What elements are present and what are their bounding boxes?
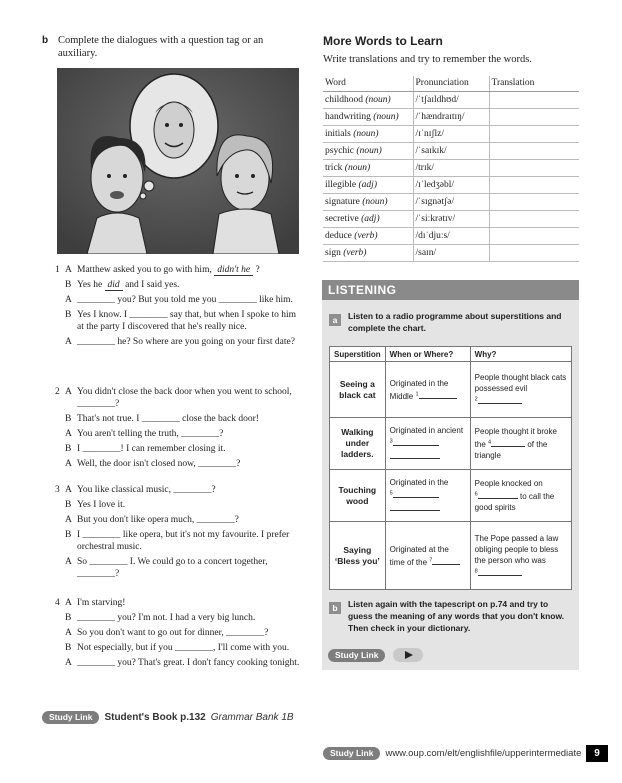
vocab-row [323, 125, 579, 142]
vocab-word [323, 91, 413, 108]
task-letter-a: a [329, 314, 341, 326]
vocab-row [323, 159, 579, 176]
more-words-title: More Words to Learn [323, 34, 443, 48]
blank-number: 5 [389, 490, 393, 497]
dialogue-text: Matthew asked you to go with him, didn't he ? [77, 265, 260, 275]
part-of-speech: (noun) [353, 128, 379, 139]
part-of-speech: (noun) [344, 162, 371, 173]
answer-blank[interactable] [393, 488, 439, 498]
word: illegible [325, 179, 357, 190]
blank-number: 2 [474, 396, 478, 403]
word: trick [325, 162, 343, 173]
cartoon-illustration [57, 68, 299, 254]
pronunciation: /ɪˈledʒəbl/ [413, 176, 489, 193]
vocab-row [323, 142, 579, 159]
speaker: B [65, 500, 72, 510]
vocab-word [323, 210, 413, 227]
vocab-row [323, 108, 579, 125]
vocab-row [323, 176, 579, 193]
play-icon [393, 648, 423, 662]
speaker: A [65, 598, 72, 608]
listening-section [322, 280, 579, 670]
superstition-name: Saying ‘Bless you’ [330, 522, 386, 590]
dialogue-text: Yes he did and I said yes. [77, 280, 180, 290]
dialogue-text: So ________ I. We could go to a concert together, ________? [77, 557, 268, 579]
translation-cell[interactable] [489, 125, 579, 142]
dialogue-number: 1 [55, 265, 60, 275]
speaker: A [65, 459, 72, 469]
dialogue-line [55, 597, 300, 609]
blank-number: 1 [415, 390, 419, 397]
part-of-speech: (adj) [358, 179, 377, 190]
word: secretive [325, 213, 359, 224]
vocab-word [323, 176, 413, 193]
task-b-instruction: Listen again with the tapescript on p.74 and try to guess the meaning of any words that you don't know. Then check in your dictionary. [348, 599, 565, 633]
dialogue-2 [55, 386, 300, 473]
dialogue-text: Not especially, but if you ________, I'll come with you. [77, 643, 290, 653]
pronunciation: /ˈsiːkrətɪv/ [413, 210, 489, 227]
dialogue-text: ________ you? That's great. I don't fancy cooking tonight. [77, 658, 300, 668]
blank-number: 6 [474, 491, 478, 498]
part-of-speech: (verb) [343, 247, 367, 258]
dialogue-text: I ________ like opera, but it's not my favourite. I prefer orchestral music. [77, 530, 290, 552]
exercise-letter: b [42, 35, 49, 46]
study-link-text: Student's Book p.132 [104, 711, 206, 723]
dialogue-line [55, 484, 300, 496]
answer-blank[interactable] [478, 394, 522, 404]
task-a-tag [329, 310, 341, 328]
dialogue-line [55, 612, 300, 624]
why-text: People thought black cats possessed evil [474, 373, 567, 393]
blank-number: 8 [474, 567, 478, 574]
dialogue-line [55, 279, 300, 291]
where-text: Originated at the time of the [389, 544, 449, 567]
dialogue-text: Yes I know. I ________ say that, but when I spoke to him at the party I discovered that he's really nice. [77, 310, 297, 332]
dialogue-line [55, 428, 300, 440]
part-of-speech: (noun) [365, 94, 391, 105]
exercise-b-header [42, 34, 300, 60]
dialogue-text: ________ you? I'm not. I had a very big lunch. [77, 613, 256, 623]
when-where-cell[interactable] [385, 418, 470, 470]
page-number: 9 [586, 745, 608, 762]
pronunciation: /ˈtʃaɪldhʊd/ [413, 91, 489, 108]
speaker: A [65, 387, 72, 397]
speaker: B [65, 414, 72, 424]
dialogue-line [55, 458, 300, 470]
dialogue-text: So you don't want to go out for dinner, ________? [77, 628, 269, 638]
chart-row [330, 362, 572, 418]
answer-blank[interactable] [419, 389, 457, 399]
dialogue-text: I ________! I can remember closing it. [77, 444, 226, 454]
pronunciation: /ˈhændraɪtɪŋ/ [413, 108, 489, 125]
dialogue-line [55, 627, 300, 639]
task-a-instruction: Listen to a radio programme about superstitions and complete the chart. [348, 311, 562, 333]
dialogue-text: I'm starving! [77, 598, 126, 608]
dialogue-text: You like classical music, ________? [77, 485, 216, 495]
dialogue-line [55, 264, 300, 276]
vocab-row [323, 193, 579, 210]
chart-row [330, 470, 572, 522]
study-link-pill[interactable]: Study Link [42, 711, 99, 724]
speaker: B [65, 444, 72, 454]
why-text: People knocked on [474, 479, 543, 488]
superstition-name: Walking under ladders. [330, 418, 386, 470]
vocab-word [323, 193, 413, 210]
where-text: Originated in the Middle [389, 378, 449, 401]
vocab-header-row [323, 76, 579, 91]
speaker: B [65, 310, 72, 320]
word: childhood [325, 94, 363, 105]
dialogue-line [55, 556, 300, 580]
pronunciation: /dɪˈdjuːs/ [413, 227, 489, 244]
play-button[interactable] [393, 648, 423, 662]
speaker: A [65, 337, 72, 347]
answer-blank[interactable] [390, 449, 440, 459]
dialogue-text: ________ he? So where are you going on your first date? [77, 337, 295, 347]
vocab-row [323, 244, 579, 261]
pronunciation: /ˈsɪgnətʃə/ [413, 193, 489, 210]
study-link-pill[interactable]: Study Link [328, 649, 385, 662]
speaker: A [65, 429, 72, 439]
dialogue-text: Yes I love it. [77, 500, 126, 510]
dialogue-line [55, 529, 300, 553]
exercise-b [42, 34, 300, 60]
when-where-cell[interactable] [385, 522, 470, 590]
translation-cell[interactable] [489, 91, 579, 108]
pronunciation: /trɪk/ [413, 159, 489, 176]
dialogue-line [55, 386, 300, 410]
answer-blank[interactable] [390, 501, 440, 511]
translation-cell[interactable] [489, 108, 579, 125]
dialogue-line [55, 657, 300, 669]
why-text: of the triangle [474, 440, 548, 460]
part-of-speech: (noun) [362, 196, 388, 207]
word: initials [325, 128, 351, 139]
speaker: A [65, 628, 72, 638]
task-b-tag [329, 598, 341, 616]
pronunciation: /saɪn/ [413, 244, 489, 261]
col-translation: Translation [489, 76, 579, 91]
part-of-speech: (verb) [354, 230, 378, 241]
dialogue-text: Well, the door isn't closed now, ________? [77, 459, 241, 469]
part-of-speech: (noun) [373, 111, 399, 122]
footer-study-link [323, 746, 581, 761]
col-when-where: When or Where? [385, 347, 470, 362]
study-link-grammar [42, 710, 294, 724]
vocab-word [323, 125, 413, 142]
study-link-audio [328, 648, 423, 662]
dialogue-text: That's not true. I ________ close the back door! [77, 414, 259, 424]
answer-blank[interactable] [478, 489, 518, 499]
exercise-instruction: Complete the dialogues with a question tag or an auxiliary. [58, 35, 264, 59]
blank-number: 3 [389, 438, 393, 445]
answer-blank[interactable] [393, 436, 439, 446]
answer-blank[interactable] [478, 566, 522, 576]
study-link-pill[interactable]: Study Link [323, 747, 380, 760]
speaker: A [65, 557, 72, 567]
superstition-chart [329, 346, 572, 590]
speaker: B [65, 643, 72, 653]
dialogue-text: ________ you? But you told me you ________ like him. [77, 295, 293, 305]
why-text: The Pope passed a law obliging people to bless the person who was [474, 533, 559, 565]
part-of-speech: (noun) [356, 145, 382, 156]
study-link-ref: Grammar Bank 1B [210, 711, 294, 723]
translation-cell[interactable] [489, 142, 579, 159]
vocabulary-table [323, 76, 579, 262]
dialogue-text: But you don't like opera much, ________? [77, 515, 239, 525]
superstition-name: Seeing a black cat [330, 362, 386, 418]
vocab-word [323, 159, 413, 176]
col-word: Word [323, 76, 413, 91]
answer-blank[interactable] [491, 437, 525, 447]
vocab-word [323, 244, 413, 261]
word: handwriting [325, 111, 371, 122]
col-why: Why? [470, 347, 571, 362]
why-text: People thought it broke the [474, 427, 557, 449]
dialogue-line [55, 309, 300, 333]
dialogue-line [55, 443, 300, 455]
dialogue-line [55, 413, 300, 425]
word: deduce [325, 230, 352, 241]
pronunciation: /ɪˈnɪʃlz/ [413, 125, 489, 142]
translation-cell[interactable] [489, 227, 579, 244]
superstition-name: Touching wood [330, 470, 386, 522]
when-where-cell[interactable] [385, 362, 470, 418]
speaker: B [65, 613, 72, 623]
why-cell[interactable] [470, 522, 571, 590]
why-text: to call the good spirits [474, 492, 555, 512]
when-where-cell[interactable] [385, 470, 470, 522]
chart-row [330, 418, 572, 470]
word: sign [325, 247, 341, 258]
answer-blank[interactable] [432, 555, 460, 565]
example-answer: did [105, 280, 123, 291]
translation-cell[interactable] [489, 159, 579, 176]
dialogue-number: 2 [55, 387, 60, 397]
vocab-word [323, 142, 413, 159]
pronunciation: /ˈsaɪkɪk/ [413, 142, 489, 159]
dialogue-line [55, 294, 300, 306]
dialogue-number: 4 [55, 598, 60, 608]
why-cell[interactable] [470, 470, 571, 522]
col-pronunciation: Pronunciation [413, 76, 489, 91]
speaker: A [65, 265, 72, 275]
dialogue-text: You aren't telling the truth, ________? [77, 429, 224, 439]
blank-number: 7 [429, 556, 433, 563]
translation-cell[interactable] [489, 176, 579, 193]
example-answer: didn't he [214, 265, 253, 276]
speaker: B [65, 530, 72, 540]
where-text: Originated in ancient [389, 426, 464, 435]
task-letter-b: b [329, 602, 341, 614]
dialogue-number: 3 [55, 485, 60, 495]
dialogue-4 [55, 597, 300, 672]
vocab-row [323, 91, 579, 108]
dialogue-1 [55, 264, 300, 351]
dialogue-line [55, 514, 300, 526]
dialogue-text: You didn't close the back door when you went to school, ________? [77, 387, 292, 409]
translation-cell[interactable] [489, 193, 579, 210]
chart-row [330, 522, 572, 590]
speaker: A [65, 485, 72, 495]
blank-number: 4 [488, 439, 492, 446]
footer-url[interactable]: www.oup.com/elt/englishfile/upperintermediate [385, 748, 582, 759]
part-of-speech: (adj) [361, 213, 380, 224]
dialogue-line [55, 642, 300, 654]
chart-header-row [330, 347, 572, 362]
translation-cell[interactable] [489, 244, 579, 261]
vocab-row [323, 227, 579, 244]
vocab-word [323, 108, 413, 125]
where-text: Originated in the [389, 478, 449, 487]
vocab-row [323, 210, 579, 227]
word: psychic [325, 145, 355, 156]
translation-cell[interactable] [489, 210, 579, 227]
dialogue-3 [55, 484, 300, 583]
listening-title: LISTENING [322, 280, 579, 300]
speaker: A [65, 515, 72, 525]
why-cell[interactable] [470, 418, 571, 470]
dialogue-line [55, 499, 300, 511]
speaker: A [65, 658, 72, 668]
speaker: B [65, 280, 72, 290]
vocab-word [323, 227, 413, 244]
more-words-instruction: Write translations and try to remember the words. [323, 54, 532, 65]
speaker: A [65, 295, 72, 305]
word: signature [325, 196, 360, 207]
col-superstition: Superstition [330, 347, 386, 362]
why-cell[interactable] [470, 362, 571, 418]
dialogue-line [55, 336, 300, 348]
